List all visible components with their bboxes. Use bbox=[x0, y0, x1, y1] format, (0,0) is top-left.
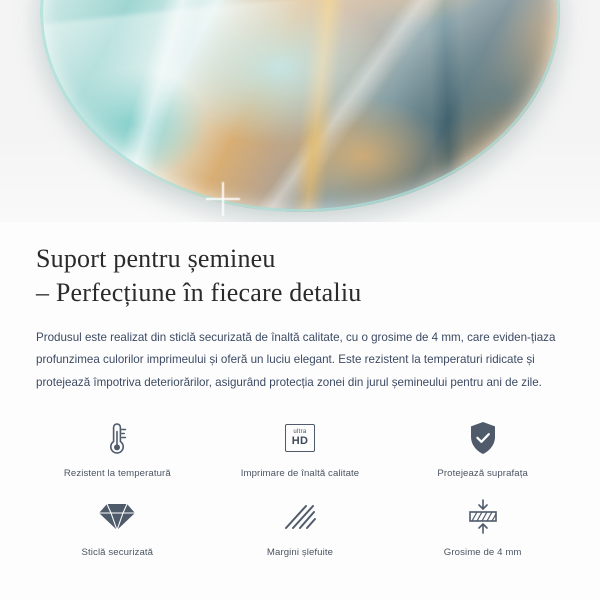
diamond-icon bbox=[98, 495, 136, 539]
page-title-line1: Suport pentru șemineu bbox=[36, 244, 276, 273]
feature-item-surface-protection bbox=[391, 410, 574, 483]
feature-item-temperature bbox=[26, 410, 209, 483]
page-title-line2: – Perfecțiune în fiecare detaliu bbox=[36, 278, 362, 308]
ultra-hd-badge-bottom: HD bbox=[291, 435, 309, 448]
page-title bbox=[36, 242, 564, 311]
feature-label: Protejează suprafața bbox=[437, 468, 528, 480]
thermometer-icon bbox=[100, 416, 134, 460]
polished-edges-icon bbox=[280, 495, 320, 539]
ultra-hd-badge-top: ultra bbox=[293, 429, 307, 436]
feature-label: Margini șlefuite bbox=[266, 547, 334, 559]
feature-label: Imprimare de înaltă calitate bbox=[240, 468, 360, 480]
feature-item-thickness bbox=[391, 489, 574, 562]
feature-label: Rezistent la temperatură bbox=[63, 468, 171, 480]
feature-grid bbox=[0, 410, 600, 562]
feature-label: Grosime de 4 mm bbox=[443, 547, 522, 559]
feature-item-print-quality bbox=[209, 410, 392, 483]
feature-label: Sticlă securizată bbox=[81, 547, 154, 559]
ultra-hd-icon bbox=[285, 416, 315, 460]
feature-item-polished-edges bbox=[209, 489, 392, 562]
feature-item-tempered-glass bbox=[26, 489, 209, 562]
body-paragraph: Produsul este realizat din sticlă securizată de înaltă calitate, cu o grosime de 4 mm, care eviden-țiaza profunzimea culorilor imprimeului și oferă un luciu elegant. Este rezistent la temperaturi ridicate și protejează împotriva deteriorărilor, asigurând protecția zonei din jurul șemineului pentru ani de zile. bbox=[36, 330, 556, 389]
shield-check-icon bbox=[465, 416, 501, 460]
content-block bbox=[0, 222, 600, 394]
hero-image bbox=[0, 0, 600, 222]
thickness-4mm-icon bbox=[463, 495, 503, 539]
glass-panel-image bbox=[40, 0, 560, 212]
